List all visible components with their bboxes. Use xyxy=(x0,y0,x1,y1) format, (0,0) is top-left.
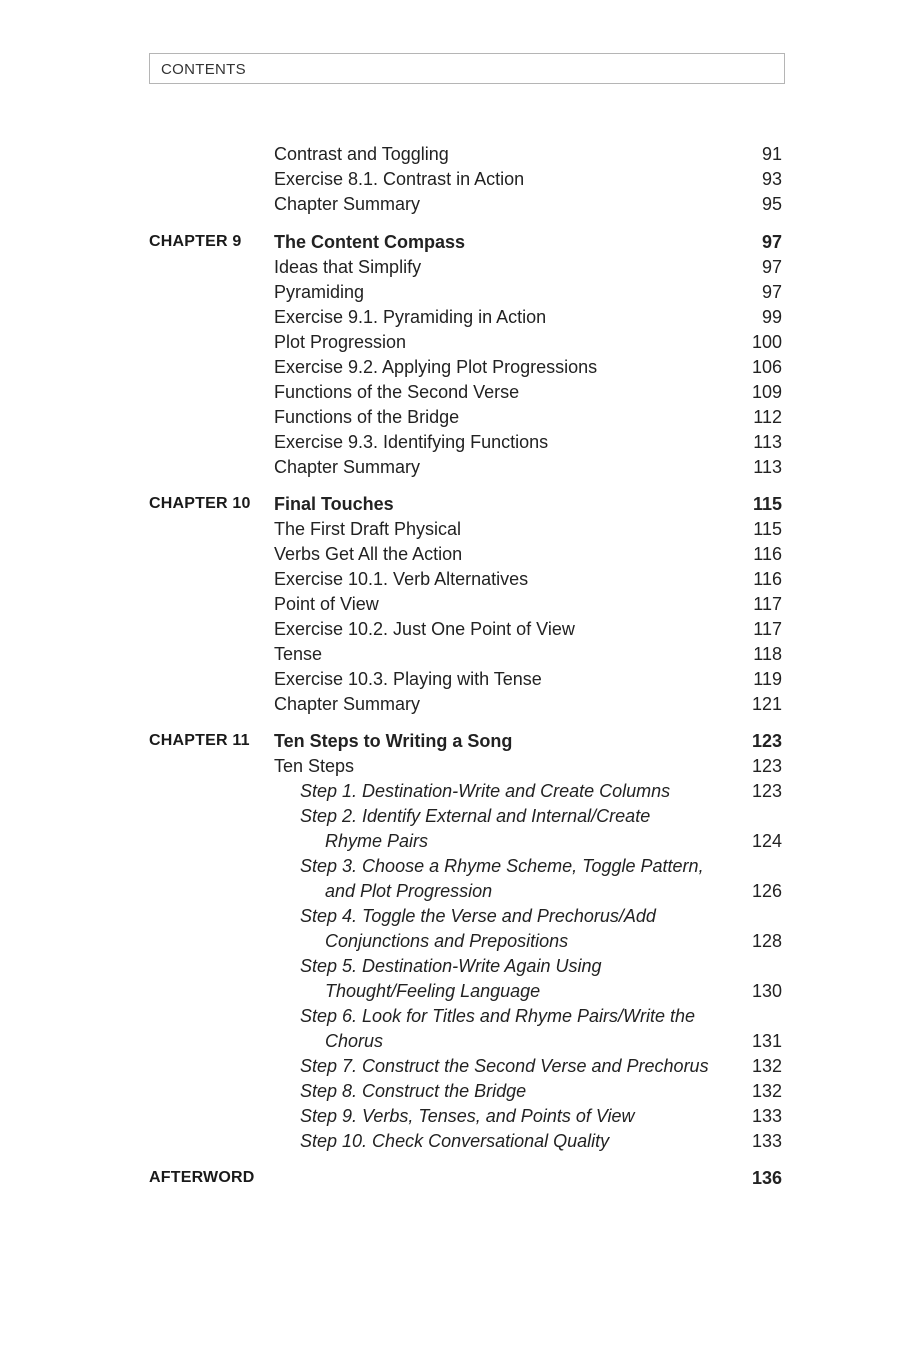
page-number: 123 xyxy=(751,756,782,776)
entry-title: Step 10. Check Conversational Quality xyxy=(300,1131,610,1151)
page-number: 131 xyxy=(751,1031,782,1051)
page-number: 118 xyxy=(753,644,782,664)
entry-title: Exercise 9.1. Pyramiding in Action xyxy=(274,307,547,327)
page-number: 124 xyxy=(751,831,782,851)
entry-title: Tense xyxy=(274,644,323,664)
entry-title: Chapter Summary xyxy=(274,694,421,714)
entry-title: Exercise 10.1. Verb Alternatives xyxy=(274,569,529,589)
page-number: 117 xyxy=(753,619,782,639)
toc-entry xyxy=(0,930,900,955)
entry-title: Ten Steps to Writing a Song xyxy=(274,731,513,751)
toc-entry xyxy=(0,456,900,481)
entry-title: Thought/Feeling Language xyxy=(325,981,541,1001)
chapter-label: CHAPTER 9 xyxy=(149,233,242,250)
page-number: 126 xyxy=(751,881,782,901)
page-number: 119 xyxy=(753,669,782,689)
toc-entry xyxy=(0,618,900,643)
header-label: CONTENTS xyxy=(161,61,246,78)
page-number: 109 xyxy=(751,382,782,402)
entry-title: Ideas that Simplify xyxy=(274,257,422,277)
entry-title: Exercise 8.1. Contrast in Action xyxy=(274,169,525,189)
toc-entry xyxy=(0,281,900,306)
entry-title: Step 4. Toggle the Verse and Prechorus/Add xyxy=(300,906,656,926)
toc-entry xyxy=(0,331,900,356)
page-number: 128 xyxy=(751,931,782,951)
page-number: 97 xyxy=(761,282,782,302)
page-number: 123 xyxy=(751,781,782,801)
toc-entry xyxy=(0,1130,900,1155)
toc-entry xyxy=(0,830,900,855)
toc-entry xyxy=(0,1105,900,1130)
entry-title: Step 6. Look for Titles and Rhyme Pairs/Write the xyxy=(300,1006,696,1026)
page-number: 97 xyxy=(761,257,782,277)
page-number: 113 xyxy=(753,432,782,452)
toc-entry xyxy=(0,668,900,693)
toc-entry xyxy=(0,593,900,618)
page-number: 136 xyxy=(751,1168,782,1188)
toc-entry xyxy=(0,730,900,755)
toc-entry xyxy=(0,406,900,431)
toc-entry xyxy=(0,256,900,281)
chapter-label: AFTERWORD xyxy=(149,1169,255,1186)
page-number: 95 xyxy=(761,194,782,214)
toc-entry xyxy=(0,168,900,193)
page-number: 121 xyxy=(751,694,782,714)
page-number: 133 xyxy=(751,1131,782,1151)
page-number: 132 xyxy=(751,1056,782,1076)
entry-title: Step 7. Construct the Second Verse and Prechorus xyxy=(300,1056,709,1076)
entry-title: Final Touches xyxy=(274,494,394,514)
entry-title: Step 5. Destination-Write Again Using xyxy=(300,956,602,976)
chapter-label: CHAPTER 10 xyxy=(149,495,251,512)
entry-title: Step 3. Choose a Rhyme Scheme, Toggle Pattern, xyxy=(300,856,704,876)
page-number: 132 xyxy=(751,1081,782,1101)
toc-entry xyxy=(0,431,900,456)
toc-entry xyxy=(0,356,900,381)
toc-entry xyxy=(0,1055,900,1080)
toc-entry xyxy=(0,381,900,406)
entry-title: Step 1. Destination-Write and Create Columns xyxy=(300,781,671,801)
page-number: 97 xyxy=(761,232,782,252)
entry-title: Exercise 10.3. Playing with Tense xyxy=(274,669,542,689)
page-number: 117 xyxy=(753,594,782,614)
toc-entry xyxy=(0,193,900,218)
page-number: 123 xyxy=(751,731,782,751)
page-number: 112 xyxy=(753,407,782,427)
entry-title: Point of View xyxy=(274,594,379,614)
toc-entry xyxy=(0,568,900,593)
toc-entry xyxy=(0,780,900,805)
page-number: 115 xyxy=(752,494,782,514)
toc-entry xyxy=(0,805,900,830)
toc-entry xyxy=(0,231,900,256)
entry-title: Conjunctions and Prepositions xyxy=(325,931,569,951)
entry-title: Contrast and Toggling xyxy=(274,144,449,164)
entry-title: Exercise 9.2. Applying Plot Progressions xyxy=(274,357,598,377)
toc-entry xyxy=(0,543,900,568)
entry-title: Pyramiding xyxy=(274,282,365,302)
toc-entry xyxy=(0,880,900,905)
entry-title: The Content Compass xyxy=(274,232,466,252)
page-number: 116 xyxy=(753,569,782,589)
toc-entry xyxy=(0,643,900,668)
toc-entry xyxy=(0,143,900,168)
toc-section xyxy=(0,493,900,718)
entry-title: Chorus xyxy=(325,1031,384,1051)
entry-title: Functions of the Second Verse xyxy=(274,382,520,402)
entry-title: Step 2. Identify External and Internal/Create xyxy=(300,806,651,826)
toc-entry xyxy=(0,518,900,543)
page-number: 133 xyxy=(751,1106,782,1126)
chapter-label: CHAPTER 11 xyxy=(149,732,250,749)
page-number: 130 xyxy=(751,981,782,1001)
toc-section xyxy=(0,1167,900,1192)
page-number: 113 xyxy=(753,457,782,477)
toc-section xyxy=(0,143,900,218)
toc-entry xyxy=(0,693,900,718)
entry-title: Rhyme Pairs xyxy=(325,831,429,851)
entry-title: Step 9. Verbs, Tenses, and Points of View xyxy=(300,1106,635,1126)
entry-title: Exercise 9.3. Identifying Functions xyxy=(274,432,549,452)
toc-entry xyxy=(0,1030,900,1055)
toc-section xyxy=(0,730,900,1155)
toc-entry xyxy=(0,905,900,930)
toc-entry xyxy=(0,493,900,518)
toc-entry xyxy=(0,855,900,880)
entry-title: Chapter Summary xyxy=(274,457,421,477)
page-number: 115 xyxy=(753,519,782,539)
entry-title: Verbs Get All the Action xyxy=(274,544,463,564)
entry-title: Ten Steps xyxy=(274,756,355,776)
entry-title: Plot Progression xyxy=(274,332,407,352)
entry-title: and Plot Progression xyxy=(325,881,493,901)
entry-title: Functions of the Bridge xyxy=(274,407,460,427)
toc-section xyxy=(0,231,900,481)
entry-title: Step 8. Construct the Bridge xyxy=(300,1081,527,1101)
entry-title: The First Draft Physical xyxy=(274,519,462,539)
page-number: 91 xyxy=(761,144,782,164)
toc-entry xyxy=(0,1080,900,1105)
entry-title: Exercise 10.2. Just One Point of View xyxy=(274,619,575,639)
page-number: 93 xyxy=(761,169,782,189)
toc-entry xyxy=(0,1167,900,1192)
toc-entry xyxy=(0,755,900,780)
page-number: 99 xyxy=(761,307,782,327)
toc-entry xyxy=(0,1005,900,1030)
running-header xyxy=(149,53,785,84)
page-number: 106 xyxy=(751,357,782,377)
toc-entry xyxy=(0,306,900,331)
toc-entry xyxy=(0,955,900,980)
page-number: 100 xyxy=(751,332,782,352)
entry-title: Chapter Summary xyxy=(274,194,421,214)
page-number: 116 xyxy=(753,544,782,564)
toc-entry xyxy=(0,980,900,1005)
